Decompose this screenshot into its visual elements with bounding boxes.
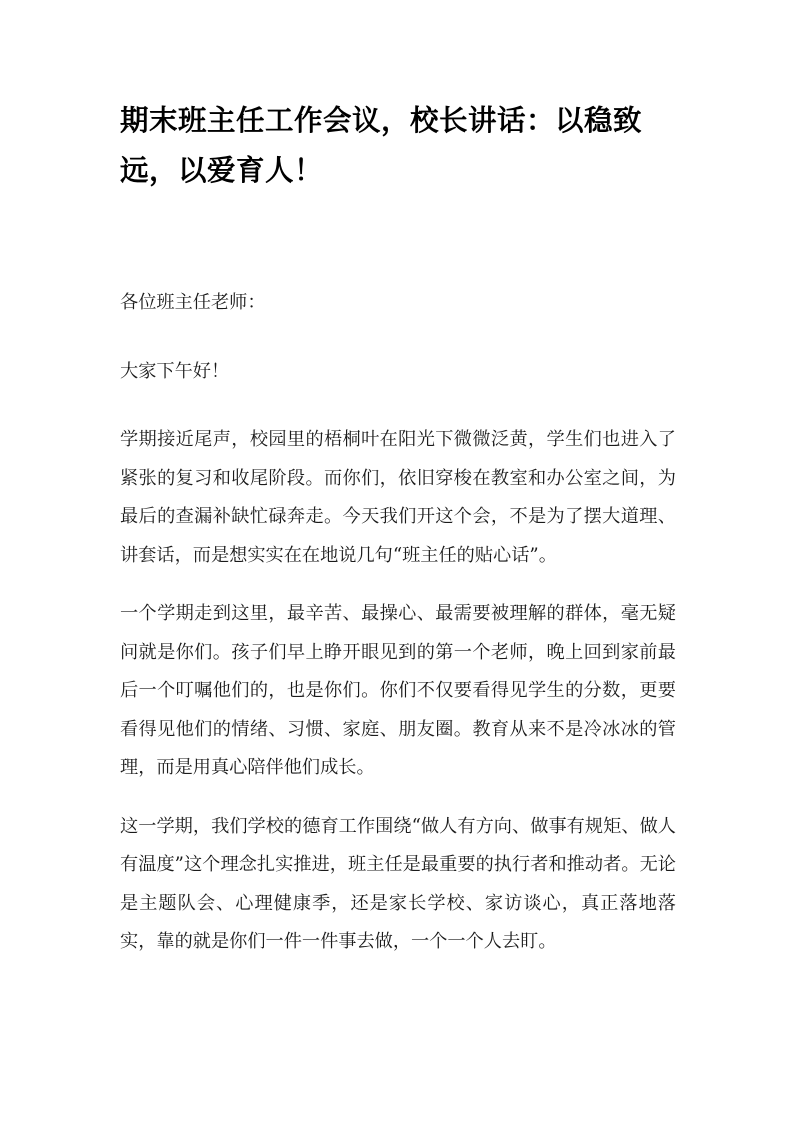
paragraph: 一个学期走到这里，最辛苦、最操心、最需要被理解的群体，毫无疑问就是你们。孩子们早上睁开眼见到的第一个老师，晚上回到家前最后一个叮嘱他们的，也是你们。你们不仅要看得见学生的分数，更要看得见他们的情绪、习惯、家庭、朋友圈。教育从来不是冷冰冰的管理，而是用真心陪伴他们成长。 [120, 603, 676, 778]
paragraph: 这一学期，我们学校的德育工作围绕“做人有方向、做事有规矩、做人有温度”这个理念扎实推进，班主任是最重要的执行者和推动者。无论是主题队会、心理健康季，还是家长学校、家访谈心，真正落地落实，靠的就是你们一件一件事去做，一个一个人去盯。 [120, 815, 676, 952]
greeting: 大家下午好！ [120, 360, 230, 382]
document-title: 期末班主任工作会议，校长讲话：以稳致远，以爱育人！ [120, 104, 643, 187]
paragraph: 学期接近尾声，校园里的梧桐叶在阳光下微微泛黄，学生们也进入了紧张的复习和收尾阶段。而你们，依旧穿梭在教室和办公室之间，为最后的查漏补缺忙碌奔走。今天我们开这个会，不是为了摆大道理、讲套话，而是想实实在在地说几句“班主任的贴心话”。 [120, 429, 676, 566]
document-page [120, 96, 676, 982]
salutation: 各位班主任老师： [120, 292, 266, 313]
document-body [120, 284, 676, 962]
